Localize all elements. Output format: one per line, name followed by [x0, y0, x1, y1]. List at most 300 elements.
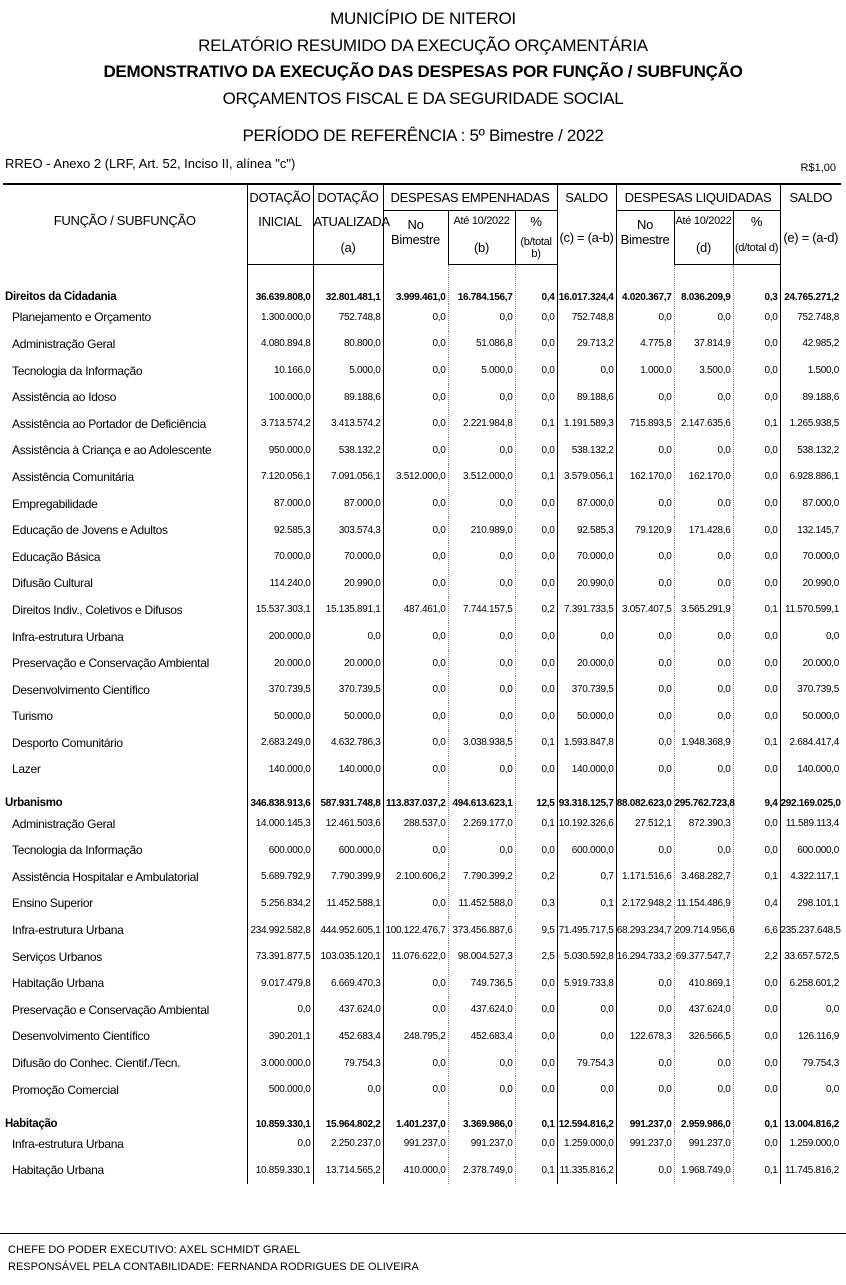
cell-emp-ate: 0,0	[448, 756, 515, 783]
subfunction-row	[3, 917, 841, 944]
subfunction-row	[3, 1131, 841, 1158]
cell-dotacao-inicial: 3.000.000,0	[247, 1050, 313, 1077]
col-liq-ate-d: (d)	[674, 232, 733, 264]
cell-saldo-c: 0,0	[557, 1023, 616, 1050]
cell-saldo-e: 140.000,0	[780, 756, 841, 783]
cell-liq-pct: 0,0	[733, 384, 780, 411]
subfunction-row	[3, 650, 841, 677]
cell-liq-bimestre: 0,0	[616, 304, 674, 331]
row-label: Desenvolvimento Científico	[12, 682, 150, 697]
cell-liq-pct: 0,0	[733, 570, 780, 597]
cell-emp-bimestre: 0,0	[383, 1050, 448, 1077]
cell-liq-ate: 0,0	[674, 623, 733, 650]
cell-dotacao-atualizada: 89.188,6	[313, 384, 383, 411]
cell-liq-ate: 0,0	[674, 490, 733, 517]
cell-saldo-e: 13.004.816,2	[780, 1103, 841, 1131]
cell-emp-bimestre: 3.999.461,0	[383, 277, 448, 305]
cell-saldo-e: 4.322.117,1	[780, 864, 841, 891]
cell-liq-ate: 410.869,1	[674, 970, 733, 997]
cell-emp-bimestre: 0,0	[383, 543, 448, 570]
row-label: Habitação	[5, 1117, 58, 1130]
cell-liq-bimestre: 0,0	[616, 1157, 674, 1184]
row-label: Assistência ao Portador de Deficiência	[12, 416, 207, 431]
cell-emp-ate: 0,0	[448, 703, 515, 730]
cell-emp-ate: 5.000,0	[448, 357, 515, 384]
cell-liq-ate: 437.624,0	[674, 997, 733, 1024]
cell-emp-bimestre: 0,0	[383, 703, 448, 730]
annex-label: RREO - Anexo 2 (LRF, Art. 52, Inciso II, alínea "c")	[5, 156, 296, 171]
cell-saldo-e: 70.000,0	[780, 543, 841, 570]
cell-dotacao-atualizada: 80.800,0	[313, 331, 383, 358]
cell-emp-bimestre: 0,0	[383, 517, 448, 544]
subfunction-row	[3, 623, 841, 650]
cell-emp-ate: 11.452.588,0	[448, 890, 515, 917]
cell-liq-bimestre: 991.237,0	[616, 1131, 674, 1158]
cell-emp-bimestre: 0,0	[383, 331, 448, 358]
cell-dotacao-inicial: 73.391.877,5	[247, 943, 313, 970]
cell-dotacao-inicial: 2.683.249,0	[247, 730, 313, 757]
cell-liq-bimestre: 0,0	[616, 703, 674, 730]
subfunction-row	[3, 756, 841, 783]
cell-liq-bimestre: 0,0	[616, 756, 674, 783]
cell-liq-pct: 0,1	[733, 410, 780, 437]
cell-emp-bimestre: 991.237,0	[383, 1131, 448, 1158]
cell-liq-ate: 162.170,0	[674, 464, 733, 491]
cell-liq-ate: 69.377.547,7	[674, 943, 733, 970]
cell-dotacao-inicial: 5.689.792,9	[247, 864, 313, 891]
cell-liq-pct: 0,0	[733, 703, 780, 730]
cell-emp-pct: 0,0	[515, 997, 557, 1024]
cell-emp-ate: 2.378.749,0	[448, 1157, 515, 1184]
cell-liq-pct: 0,1	[733, 864, 780, 891]
cell-liq-pct: 0,0	[733, 837, 780, 864]
cell-dotacao-inicial: 114.240,0	[247, 570, 313, 597]
subfunction-row	[3, 1050, 841, 1077]
cell-dotacao-atualizada: 70.000,0	[313, 543, 383, 570]
subfunction-row	[3, 384, 841, 411]
cell-emp-pct: 0,0	[515, 543, 557, 570]
cell-dotacao-inicial: 92.585,3	[247, 517, 313, 544]
cell-saldo-e: 42.985,2	[780, 331, 841, 358]
cell-saldo-e: 11.589.113,4	[780, 810, 841, 837]
cell-liq-bimestre: 0,0	[616, 730, 674, 757]
subfunction-row	[3, 570, 841, 597]
cell-emp-bimestre: 0,0	[383, 970, 448, 997]
cell-liq-ate: 8.036.209,9	[674, 277, 733, 305]
cell-emp-pct: 0,0	[515, 837, 557, 864]
cell-emp-pct: 12,5	[515, 783, 557, 811]
cell-dotacao-inicial: 100.000,0	[247, 384, 313, 411]
cell-saldo-c: 0,0	[557, 997, 616, 1024]
cell-emp-pct: 0,0	[515, 676, 557, 703]
cell-emp-ate: 0,0	[448, 1076, 515, 1103]
cell-saldo-c: 600.000,0	[557, 837, 616, 864]
col-saldo-e-1: SALDO	[780, 184, 841, 210]
cell-saldo-e: 1.265.938,5	[780, 410, 841, 437]
cell-emp-ate: 3.369.986,0	[448, 1103, 515, 1131]
row-label: Administração Geral	[12, 816, 116, 831]
cell-saldo-e: 11.570.599,1	[780, 597, 841, 624]
cell-emp-bimestre: 0,0	[383, 676, 448, 703]
row-label: Habitação Urbana	[12, 1163, 104, 1178]
row-label: Direitos Indiv., Coletivos e Difusos	[12, 602, 183, 617]
cell-liq-ate: 0,0	[674, 570, 733, 597]
cell-liq-bimestre: 715.893,5	[616, 410, 674, 437]
cell-emp-ate: 98.004.527,3	[448, 943, 515, 970]
cell-emp-bimestre: 1.401.237,0	[383, 1103, 448, 1131]
cell-dotacao-inicial: 1.300.000,0	[247, 304, 313, 331]
cell-saldo-e: 370.739,5	[780, 676, 841, 703]
cell-dotacao-atualizada: 15.135.891,1	[313, 597, 383, 624]
cell-liq-pct: 0,0	[733, 517, 780, 544]
col-dotacao-inicial-1: DOTAÇÃO	[247, 184, 313, 210]
cell-liq-ate: 3.565.291,9	[674, 597, 733, 624]
cell-dotacao-atualizada: 79.754,3	[313, 1050, 383, 1077]
cell-dotacao-inicial: 346.838.913,6	[247, 783, 313, 811]
cell-dotacao-inicial: 500.000,0	[247, 1076, 313, 1103]
cell-emp-pct: 0,0	[515, 1076, 557, 1103]
cell-emp-ate: 0,0	[448, 837, 515, 864]
cell-liq-pct: 0,0	[733, 543, 780, 570]
cell-saldo-c: 93.318.125,7	[557, 783, 616, 811]
cell-saldo-c: 5.919.733,8	[557, 970, 616, 997]
cell-emp-pct: 0,1	[515, 810, 557, 837]
cell-liq-bimestre: 122.678,3	[616, 1023, 674, 1050]
cell-dotacao-inicial: 50.000,0	[247, 703, 313, 730]
cell-dotacao-atualizada: 444.952.605,1	[313, 917, 383, 944]
row-label: Ensino Superior	[12, 896, 93, 911]
cell-liq-ate: 0,0	[674, 437, 733, 464]
cell-liq-pct: 0,4	[733, 890, 780, 917]
subfunction-row	[3, 970, 841, 997]
function-row	[3, 277, 841, 305]
cell-dotacao-inicial: 0,0	[247, 1131, 313, 1158]
budget-subtitle: ORÇAMENTOS FISCAL E DA SEGURIDADE SOCIAL	[222, 89, 624, 108]
cell-liq-ate: 171.428,6	[674, 517, 733, 544]
cell-emp-ate: 0,0	[448, 384, 515, 411]
col-dotacao-inicial-2: INICIAL	[247, 210, 313, 232]
cell-emp-ate: 0,0	[448, 490, 515, 517]
cell-liq-pct: 0,0	[733, 997, 780, 1024]
cell-liq-pct: 0,0	[733, 970, 780, 997]
cell-liq-ate: 2.959.986,0	[674, 1103, 733, 1131]
cell-liq-bimestre: 991.237,0	[616, 1103, 674, 1131]
cell-dotacao-atualizada: 600.000,0	[313, 837, 383, 864]
cell-emp-bimestre: 0,0	[383, 357, 448, 384]
cell-dotacao-atualizada: 0,0	[313, 623, 383, 650]
cell-liq-ate: 2.147.635,6	[674, 410, 733, 437]
cell-dotacao-atualizada: 15.964.802,2	[313, 1103, 383, 1131]
row-label: Serviços Urbanos	[12, 949, 102, 964]
cell-emp-pct: 0,1	[515, 730, 557, 757]
row-label: Difusão do Conhec. Cientif./Tecn.	[12, 1056, 181, 1071]
statement-title: DEMONSTRATIVO DA EXECUÇÃO DAS DESPESAS POR FUNÇÃO / SUBFUNÇÃO	[103, 62, 743, 81]
cell-emp-pct: 0,1	[515, 464, 557, 491]
cell-liq-bimestre: 0,0	[616, 676, 674, 703]
row-label: Difusão Cultural	[12, 576, 93, 591]
cell-emp-ate: 2.269.177,0	[448, 810, 515, 837]
cell-dotacao-atualizada: 303.574,3	[313, 517, 383, 544]
cell-dotacao-atualizada: 12.461.503,6	[313, 810, 383, 837]
cell-liq-ate: 991.237,0	[674, 1131, 733, 1158]
cell-liq-pct: 6,6	[733, 917, 780, 944]
cell-emp-ate: 0,0	[448, 1050, 515, 1077]
cell-emp-bimestre: 0,0	[383, 437, 448, 464]
cell-liq-bimestre: 88.082.623,0	[616, 783, 674, 811]
cell-emp-pct: 0,0	[515, 490, 557, 517]
cell-emp-pct: 0,0	[515, 1050, 557, 1077]
cell-dotacao-inicial: 0,0	[247, 997, 313, 1024]
cell-dotacao-atualizada: 20.990,0	[313, 570, 383, 597]
cell-saldo-e: 6.258.601,2	[780, 970, 841, 997]
cell-emp-pct: 0,0	[515, 437, 557, 464]
subfunction-row	[3, 464, 841, 491]
cell-dotacao-inicial: 7.120.056,1	[247, 464, 313, 491]
row-label: Assistência à Criança e ao Adolescente	[12, 443, 212, 458]
cell-liq-bimestre: 1.000,0	[616, 357, 674, 384]
cell-dotacao-atualizada: 4.632.786,3	[313, 730, 383, 757]
cell-liq-ate: 295.762.723,8	[674, 783, 733, 811]
col-liq-ate: Até 10/2022	[674, 210, 733, 232]
cell-emp-ate: 0,0	[448, 304, 515, 331]
cell-emp-bimestre: 0,0	[383, 650, 448, 677]
cell-saldo-c: 20.000,0	[557, 650, 616, 677]
row-label: Preservação e Conservação Ambiental	[12, 1002, 209, 1017]
cell-emp-bimestre: 0,0	[383, 570, 448, 597]
cell-emp-pct: 0,0	[515, 331, 557, 358]
cell-saldo-c: 1.593.847,8	[557, 730, 616, 757]
cell-dotacao-inicial: 9.017.479,8	[247, 970, 313, 997]
cell-emp-ate: 3.512.000,0	[448, 464, 515, 491]
cell-saldo-e: 2.684.417,4	[780, 730, 841, 757]
subfunction-row	[3, 517, 841, 544]
cell-liq-ate: 1.948.368,9	[674, 730, 733, 757]
cell-emp-pct: 0,2	[515, 597, 557, 624]
cell-dotacao-inicial: 234.992.582,8	[247, 917, 313, 944]
subfunction-row	[3, 730, 841, 757]
cell-dotacao-inicial: 15.537.303,1	[247, 597, 313, 624]
cell-liq-bimestre: 0,0	[616, 837, 674, 864]
cell-dotacao-atualizada: 370.739,5	[313, 676, 383, 703]
cell-liq-ate: 0,0	[674, 703, 733, 730]
row-label: Assistência ao Idoso	[12, 390, 117, 405]
col-despesas-empenhadas: DESPESAS EMPENHADAS	[383, 184, 557, 210]
subfunction-row	[3, 331, 841, 358]
cell-dotacao-inicial: 200.000,0	[247, 623, 313, 650]
cell-saldo-c: 11.335.816,2	[557, 1157, 616, 1184]
cell-saldo-e: 89.188,6	[780, 384, 841, 411]
subfunction-row	[3, 357, 841, 384]
subfunction-row	[3, 1023, 841, 1050]
cell-saldo-c: 0,7	[557, 864, 616, 891]
cell-emp-ate: 7.744.157,5	[448, 597, 515, 624]
subfunction-row	[3, 890, 841, 917]
cell-dotacao-atualizada: 87.000,0	[313, 490, 383, 517]
row-label: Assistência Comunitária	[12, 469, 134, 484]
cell-liq-ate: 209.714.956,6	[674, 917, 733, 944]
row-label: Infra-estrutura Urbana	[12, 923, 124, 938]
function-row	[3, 783, 841, 811]
cell-liq-bimestre: 0,0	[616, 543, 674, 570]
subfunction-row	[3, 490, 841, 517]
cell-saldo-e: 0,0	[780, 997, 841, 1024]
cell-liq-pct: 0,0	[733, 1023, 780, 1050]
cell-liq-bimestre: 68.293.234,7	[616, 917, 674, 944]
cell-liq-bimestre: 2.172.948,2	[616, 890, 674, 917]
subfunction-row	[3, 943, 841, 970]
cell-dotacao-inicial: 10.166,0	[247, 357, 313, 384]
cell-liq-pct: 9,4	[733, 783, 780, 811]
row-label: Desporto Comunitário	[12, 735, 123, 750]
cell-liq-pct: 0,1	[733, 730, 780, 757]
cell-liq-bimestre: 1.171.516,6	[616, 864, 674, 891]
cell-liq-ate: 3.500,0	[674, 357, 733, 384]
row-label: Urbanismo	[5, 797, 63, 810]
cell-emp-pct: 0,4	[515, 277, 557, 305]
function-row	[3, 1103, 841, 1131]
cell-liq-pct: 0,0	[733, 623, 780, 650]
cell-emp-bimestre: 288.537,0	[383, 810, 448, 837]
cell-saldo-c: 370.739,5	[557, 676, 616, 703]
cell-liq-ate: 0,0	[674, 543, 733, 570]
cell-saldo-c: 1.259.000,0	[557, 1131, 616, 1158]
cell-saldo-e: 20.000,0	[780, 650, 841, 677]
col-emp-pct-b: (b/total b)	[515, 232, 557, 264]
cell-liq-pct: 0,1	[733, 1103, 780, 1131]
cell-emp-pct: 0,2	[515, 864, 557, 891]
cell-liq-pct: 2,2	[733, 943, 780, 970]
report-title: RELATÓRIO RESUMIDO DA EXECUÇÃO ORÇAMENTÁRIA	[198, 36, 648, 55]
col-saldo-e-2: (e) = (a-d)	[780, 210, 841, 264]
cell-liq-pct: 0,0	[733, 304, 780, 331]
cell-saldo-e: 79.754,3	[780, 1050, 841, 1077]
cell-emp-bimestre: 410.000,0	[383, 1157, 448, 1184]
cell-liq-pct: 0,1	[733, 1157, 780, 1184]
cell-liq-bimestre: 0,0	[616, 997, 674, 1024]
cell-liq-ate: 11.154.486,9	[674, 890, 733, 917]
row-label: Turismo	[12, 709, 53, 724]
cell-saldo-c: 140.000,0	[557, 756, 616, 783]
cell-emp-bimestre: 0,0	[383, 997, 448, 1024]
cell-liq-bimestre: 0,0	[616, 623, 674, 650]
row-label: Tecnologia da Informação	[12, 363, 143, 378]
cell-dotacao-inicial: 87.000,0	[247, 490, 313, 517]
subfunction-row	[3, 676, 841, 703]
cell-liq-pct: 0,0	[733, 1076, 780, 1103]
cell-emp-pct: 0,1	[515, 410, 557, 437]
cell-saldo-e: 600.000,0	[780, 837, 841, 864]
cell-saldo-e: 87.000,0	[780, 490, 841, 517]
cell-liq-bimestre: 4.020.367,7	[616, 277, 674, 305]
cell-liq-ate: 0,0	[674, 676, 733, 703]
cell-liq-ate: 1.968.749,0	[674, 1157, 733, 1184]
cell-emp-pct: 0,0	[515, 623, 557, 650]
cell-emp-bimestre: 0,0	[383, 410, 448, 437]
cell-emp-pct: 0,0	[515, 1131, 557, 1158]
cell-saldo-e: 20.990,0	[780, 570, 841, 597]
cell-liq-ate: 37.814,9	[674, 331, 733, 358]
cell-emp-pct: 0,0	[515, 384, 557, 411]
cell-saldo-c: 0,1	[557, 890, 616, 917]
cell-emp-ate: 3.038.938,5	[448, 730, 515, 757]
cell-emp-ate: 373.456.887,6	[448, 917, 515, 944]
cell-dotacao-atualizada: 11.452.588,1	[313, 890, 383, 917]
cell-saldo-c: 71.495.717,5	[557, 917, 616, 944]
cell-emp-pct: 0,0	[515, 756, 557, 783]
subfunction-row	[3, 1157, 841, 1184]
cell-saldo-c: 7.391.733,5	[557, 597, 616, 624]
cell-saldo-c: 70.000,0	[557, 543, 616, 570]
cell-dotacao-atualizada: 452.683,4	[313, 1023, 383, 1050]
cell-dotacao-atualizada: 32.801.481,1	[313, 277, 383, 305]
cell-emp-ate: 0,0	[448, 623, 515, 650]
cell-emp-bimestre: 0,0	[383, 730, 448, 757]
col-despesas-liquidadas: DESPESAS LIQUIDADAS	[616, 184, 780, 210]
col-dotacao-atualizada-2: ATUALIZADA	[313, 210, 383, 232]
cell-emp-bimestre: 248.795,2	[383, 1023, 448, 1050]
cell-saldo-c: 752.748,8	[557, 304, 616, 331]
cell-emp-pct: 0,0	[515, 304, 557, 331]
cell-liq-ate: 0,0	[674, 756, 733, 783]
cell-dotacao-atualizada: 0,0	[313, 1076, 383, 1103]
expense-table	[3, 183, 841, 1184]
cell-saldo-e: 1.259.000,0	[780, 1131, 841, 1158]
cell-dotacao-inicial: 70.000,0	[247, 543, 313, 570]
cell-emp-pct: 0,0	[515, 517, 557, 544]
cell-emp-bimestre: 0,0	[383, 1076, 448, 1103]
cell-liq-pct: 0,0	[733, 756, 780, 783]
cell-saldo-c: 16.017.324,4	[557, 277, 616, 305]
cell-saldo-c: 20.990,0	[557, 570, 616, 597]
cell-saldo-e: 24.765.271,2	[780, 277, 841, 305]
row-label: Desenvolvimento Científico	[12, 1029, 150, 1044]
col-funcao: FUNÇÃO / SUBFUNÇÃO	[3, 184, 247, 264]
footer-divider	[0, 1233, 846, 1234]
cell-emp-ate: 991.237,0	[448, 1131, 515, 1158]
cell-emp-ate: 0,0	[448, 437, 515, 464]
cell-liq-bimestre: 0,0	[616, 1050, 674, 1077]
cell-emp-ate: 0,0	[448, 543, 515, 570]
cell-dotacao-atualizada: 538.132,2	[313, 437, 383, 464]
cell-emp-pct: 0,0	[515, 703, 557, 730]
cell-emp-pct: 0,0	[515, 570, 557, 597]
cell-liq-pct: 0,3	[733, 277, 780, 305]
col-emp-ate: Até 10/2022	[448, 210, 515, 232]
cell-saldo-e: 33.657.572,5	[780, 943, 841, 970]
reference-period: PERÍODO DE REFERÊNCIA : 5º Bimestre / 2022	[242, 126, 604, 145]
subfunction-row	[3, 597, 841, 624]
cell-saldo-c: 5.030.592,8	[557, 943, 616, 970]
row-label: Infra-estrutura Urbana	[12, 1136, 124, 1151]
cell-emp-ate: 16.784.156,7	[448, 277, 515, 305]
cell-saldo-c: 79.754,3	[557, 1050, 616, 1077]
cell-liq-ate: 0,0	[674, 384, 733, 411]
cell-saldo-e: 126.116,9	[780, 1023, 841, 1050]
cell-emp-bimestre: 0,0	[383, 384, 448, 411]
col-saldo-c-2: (c) = (a-b)	[557, 210, 616, 264]
cell-saldo-c: 0,0	[557, 357, 616, 384]
cell-emp-ate: 51.086,8	[448, 331, 515, 358]
cell-emp-ate: 210.989,0	[448, 517, 515, 544]
cell-liq-pct: 0,0	[733, 1050, 780, 1077]
subfunction-row	[3, 810, 841, 837]
cell-dotacao-inicial: 20.000,0	[247, 650, 313, 677]
cell-emp-ate: 437.624,0	[448, 997, 515, 1024]
cell-dotacao-atualizada: 6.669.470,3	[313, 970, 383, 997]
cell-emp-bimestre: 113.837.037,2	[383, 783, 448, 811]
cell-saldo-c: 3.579.056,1	[557, 464, 616, 491]
cell-liq-bimestre: 162.170,0	[616, 464, 674, 491]
